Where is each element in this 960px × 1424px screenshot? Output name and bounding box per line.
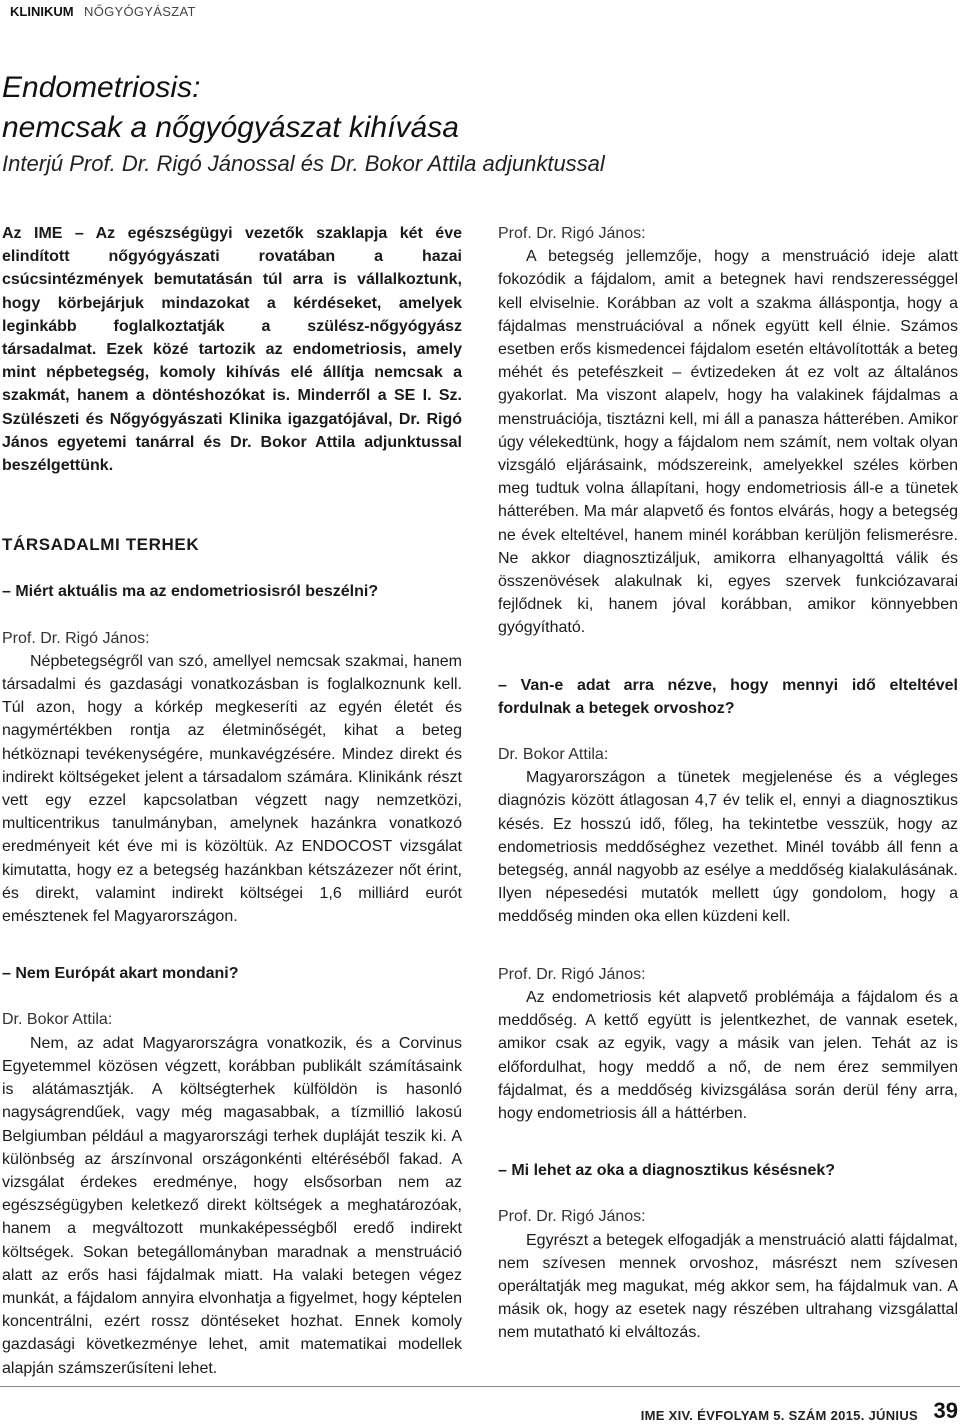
page-number: 39 [933,1398,958,1423]
lead-paragraph: Az IME – Az egészségügyi vezetők szaklapja két éve elindított nőgyógyászati rovatában a hazai csúcsintézmények bemutatásán túl arra is vállalkoztunk, hogy körbejárjuk mindazokat a kérdéseket, amelyek leginkább foglalkoztatják a szülész-nőgyógyász társadalmat. Ezek közé tartozik az endometriosis, amely mint népbetegség, komoly kihívás elé állítja nemcsak a szakmát, hanem a döntéshozókat is. Minderről a SE I. Sz. Szülészeti és Nőgyógyászati Klinika igazgatójával, Dr. Rigó János egyetemi tanárral és Dr. Bokor Attila adjunktussal beszélgettünk. [2,225,462,475]
answer-paragraph: A betegség jellemzője, hogy a menstruáció ideje alatt fokozódik a fájdalom, amit a betegnek havi rendszerességgel kell elviselnie. Korábban az volt a szakma álláspontja, hogy a fájdalmas menstruációval a nőnek együtt kell élnie. Számos esetben erős kismedencei fájdalom esetén eltávolították a beteg méhét és petefészkeit – évtizedeken át ez volt az általános gyakorlat. Ma viszont alapelv, hogy ha valakinek fájdalmas a menstruációja, tisztázni kell, mi áll a panasza hátterében. Amikor úgy vélekedtünk, hogy a fájdalom nem számít, nem voltak olyan vizsgáló eljárásaink, módszereink, amelyekkel széles körben meg tudtuk volna állapítani, hogy endometriosis áll-e a tünetek hátterében. Ma már alapvető és fontos elvárás, hogy a betegség ne évek elteltével, hanem minél korábban kerüljön felismerésre. Ne akkor diagnosztizáljuk, amikorra elhanyagolttá válik és összenövések alakulnak ki, egyes szervek funkciózavarai fejlődnek ki, hanem jóval korábban, amikor könnyebben gyógyítható. [498,248,958,637]
speaker-label: Prof. Dr. Rigó János: [498,225,646,242]
answer-paragraph: Népbetegségről van szó, amellyel nemcsak szakmai, hanem társadalmi és gazdasági vonatkozásban is foglalkoznunk kell. Túl azon, hogy a kórkép megkeseríti az egyén életét és nagymértékben rontja az életminőségét, kihat a beteg hétköznapi tevékenységére, munkavégzésére. Mindez direkt és indirekt költségeket jelent a társadalom számára. Klinikánk részt vett egy ezzel kapcsolatban végzett nagy nemzetközi, multicentrikus tanulmányban, amelynek hazánkra vonatkozó eredményeit két éve mi is közöltük. Az ENDOCOST vizsgálat kimutatta, hogy ez a betegség hazánkban kétszázezer nőt érint, és direkt, valamint indirekt költségei 1,6 milliárd eurót emésztenek fel Magyarországon. [2,652,462,926]
article-title [2,68,902,148]
speaker-label: Prof. Dr. Rigó János: [498,1208,646,1226]
speaker-label: Prof. Dr. Rigó János: [498,965,646,983]
section-heading: TÁRSADALMI TERHEK [2,535,200,555]
top-bar [0,0,960,26]
left-column [2,222,462,1380]
speaker-label: Prof. Dr. Rigó János: [2,629,150,647]
answer-paragraph: Az endometriosis két alapvető problémája a fájdalom és a meddőség. A kettő együtt is jelentkezhet, de vannak esetek, amikor csak az egyik, vagy a másik van jelen. Tehát az is előfordulhat, hogy meddő a nő, de nem érez semmilyen fájdalmat, és a meddőség kivizsgálása során derül fény arra, hogy endometriosis áll a háttérben. [498,988,958,1122]
question-4: – Mi lehet az oka a diagnosztikus késésnek? [498,1162,836,1180]
answer-paragraph: Egyrészt a betegek elfogadják a menstruáció alatti fájdalmat, nem szívesen mennek orvoshoz, másrészt nem szívesen operáltatják meg magukat, még akkor sem, ha fájdalmuk van. A másik ok, hogy az esetek nagy részében ultrahang vizsgálattal nem mutatható ki elváltozás. [498,1231,958,1342]
question-2: – Nem Európát akart mondani? [2,965,239,983]
answer-paragraph: Magyarországon a tünetek megjelenése és a végleges diagnózis között átlagosan 4,7 év telik el, ennyi a diagnosztikus késés. Ez hosszú idő, főleg, ha tekintetbe vesszük, hogy az endometriosis meddőséghez vezethet. Minél tovább áll fenn a betegség, annál nagyobb az esélye a meddőség kialakulásának. Ilyen népesedési mutatók mellett úgy gondolom, hogy a meddőség minden oka ellen küzdeni kell. [498,769,958,926]
speaker-label: Dr. Bokor Attila: [2,1011,113,1029]
question-3: – Van-e adat arra nézve, hogy mennyi idő elteltével fordulnak a betegek orvoshoz? [498,676,958,717]
section-tag: KLINIKUM [10,4,74,19]
footer-divider [0,1386,960,1387]
article-subtitle: Interjú Prof. Dr. Rigó Jánossal és Dr. Bokor Attila adjunktussal [2,151,605,176]
title-line-1: Endometriosis: [2,71,201,104]
footer-issue: IME XIV. ÉVFOLYAM 5. SZÁM 2015. JÚNIUS [640,1408,918,1423]
speaker-label: Dr. Bokor Attila: [498,746,609,764]
right-column [498,222,958,1345]
question-1: – Miért aktuális ma az endometriosisról beszélni? [2,583,379,601]
title-line-2: nemcsak a nőgyógyászat kihívása [2,111,459,144]
subsection-tag: NŐGYÓGYÁSZAT [84,4,196,19]
answer-paragraph: Nem, az adat Magyarországra vonatkozik, és a Corvinus Egyetemmel közösen végzett, korábban publikált számításaink is alátámasztják. A költségterhek külföldön is hasonló nagyságrendűek, vagy még magasabbak, a tízmillió lakosú Belgiumban például a magyarországi terhek dupláját teszik ki. A különbség az árszínvonal országonkénti eltéréséből fakad. A vizsgálat érdekes eredménye, hogy elsősorban nem az egészségügyben keletkező direkt költségek a meghatározóak, hanem a megváltozott munkaképességből eredő indirekt költségek. Sokan betegállományban maradnak a menstruáció alatt az erős hasi fájdalmak miatt. Ha valaki betegen végez munkát, a fájdalom annyira elvonhatja a figyelmet, hogy képtelen koncentrálni, ezért rossz döntéseket hozhat. Ennek komoly gazdasági következménye lehet, amit matematikai modellek alapján számszerűsíteni lehet. [2,1034,462,1377]
